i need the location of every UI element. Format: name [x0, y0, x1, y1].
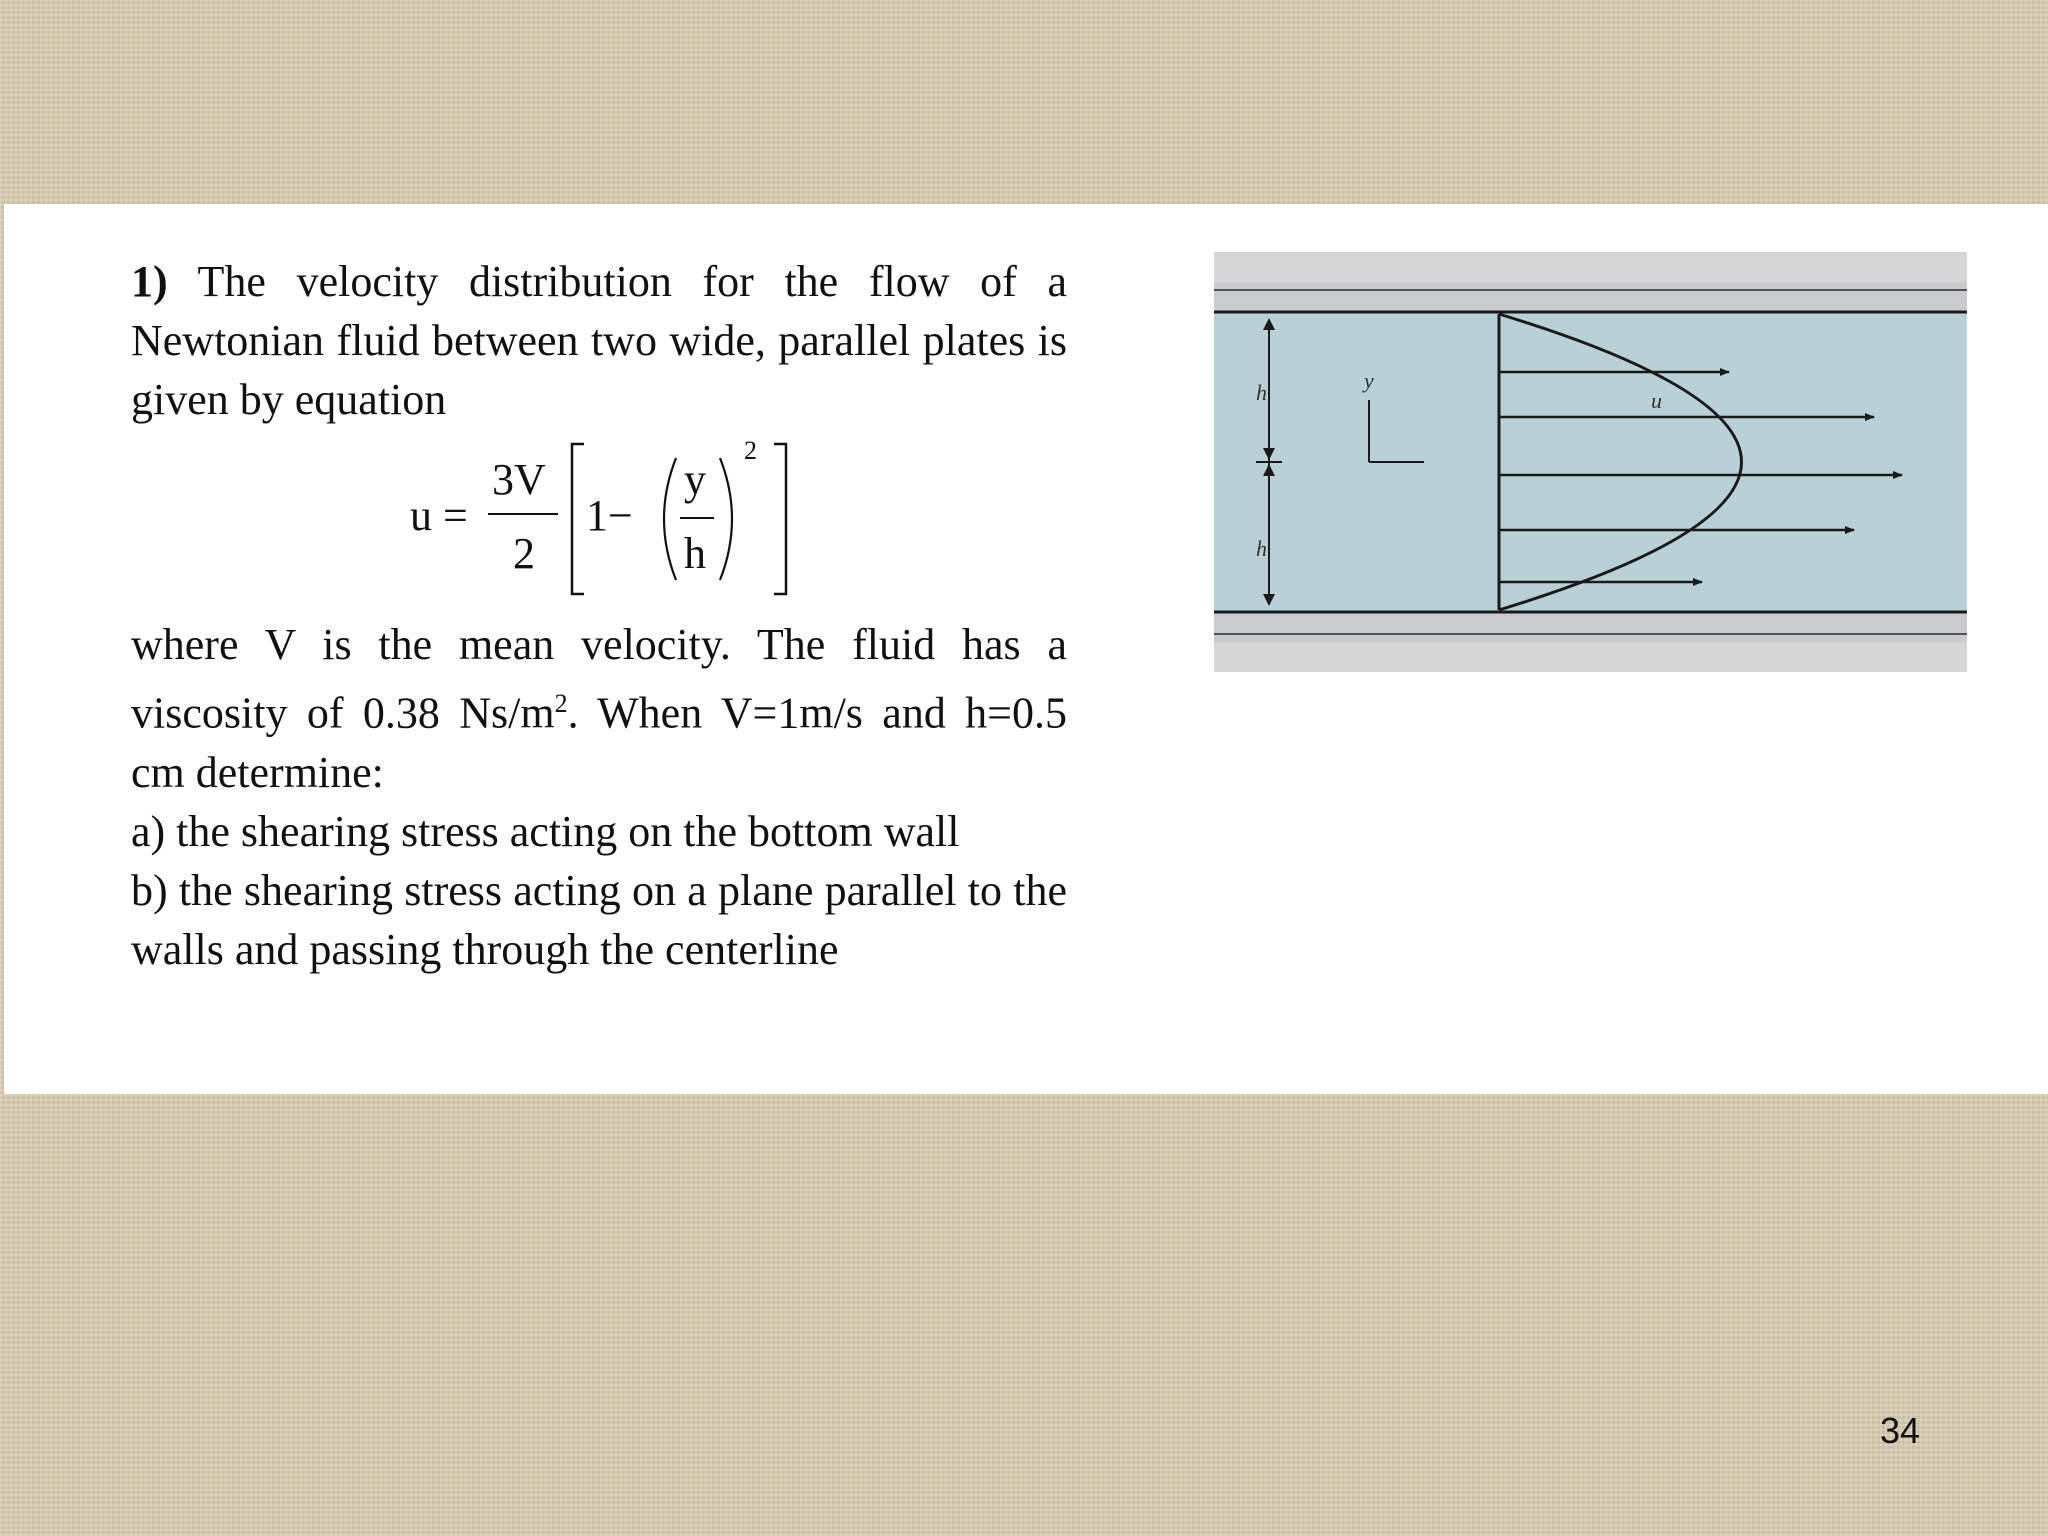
h-label-top: h: [1256, 380, 1267, 405]
equation-lhs: u =: [410, 491, 468, 540]
equation-strokes: [400, 432, 800, 602]
u-label: u: [1651, 388, 1662, 413]
equation-frac-y: y: [684, 455, 706, 504]
part-a: a) the shearing stress acting on the bottom wall: [131, 806, 960, 856]
equation-one-minus: 1−: [586, 491, 633, 540]
fluid-region: [1214, 312, 1967, 612]
where-text-2: . When V=1m/s and h=0.5 cm determine:: [131, 688, 1068, 797]
left-bracket: [572, 444, 584, 594]
bottom-wall: [1214, 642, 1967, 672]
velocity-profile-diagram: [1214, 252, 1967, 672]
part-b: b) the shearing stress acting on a plane parallel to the walls and passing through the centerline: [131, 865, 1067, 974]
problem-statement: [131, 252, 1067, 979]
where-superscript: 2: [554, 689, 568, 718]
equation-denominator: 2: [513, 529, 535, 578]
where-text-1: where V is the mean velocity. The fluid has a viscosity of 0.38 Ns/m: [131, 620, 1067, 738]
right-bracket: [774, 444, 786, 594]
left-paren: [664, 458, 676, 580]
velocity-equation: [400, 432, 800, 602]
equation-exponent: 2: [744, 436, 757, 465]
problem-number: 1): [131, 257, 168, 306]
problem-intro: [131, 252, 1067, 429]
page-number: 34: [1880, 1410, 1921, 1451]
h-label-bottom: h: [1256, 536, 1267, 561]
where-paragraph: [131, 615, 1067, 802]
top-wall: [1214, 252, 1967, 282]
right-paren: [720, 458, 732, 580]
equation-frac-h: h: [684, 529, 706, 578]
equation-numerator: 3V: [492, 455, 546, 504]
problem-intro-text: The velocity distribution for the flow of a Newtonian fluid between two wide, parallel plates is given by equation: [131, 257, 1067, 424]
y-label: y: [1364, 368, 1374, 393]
